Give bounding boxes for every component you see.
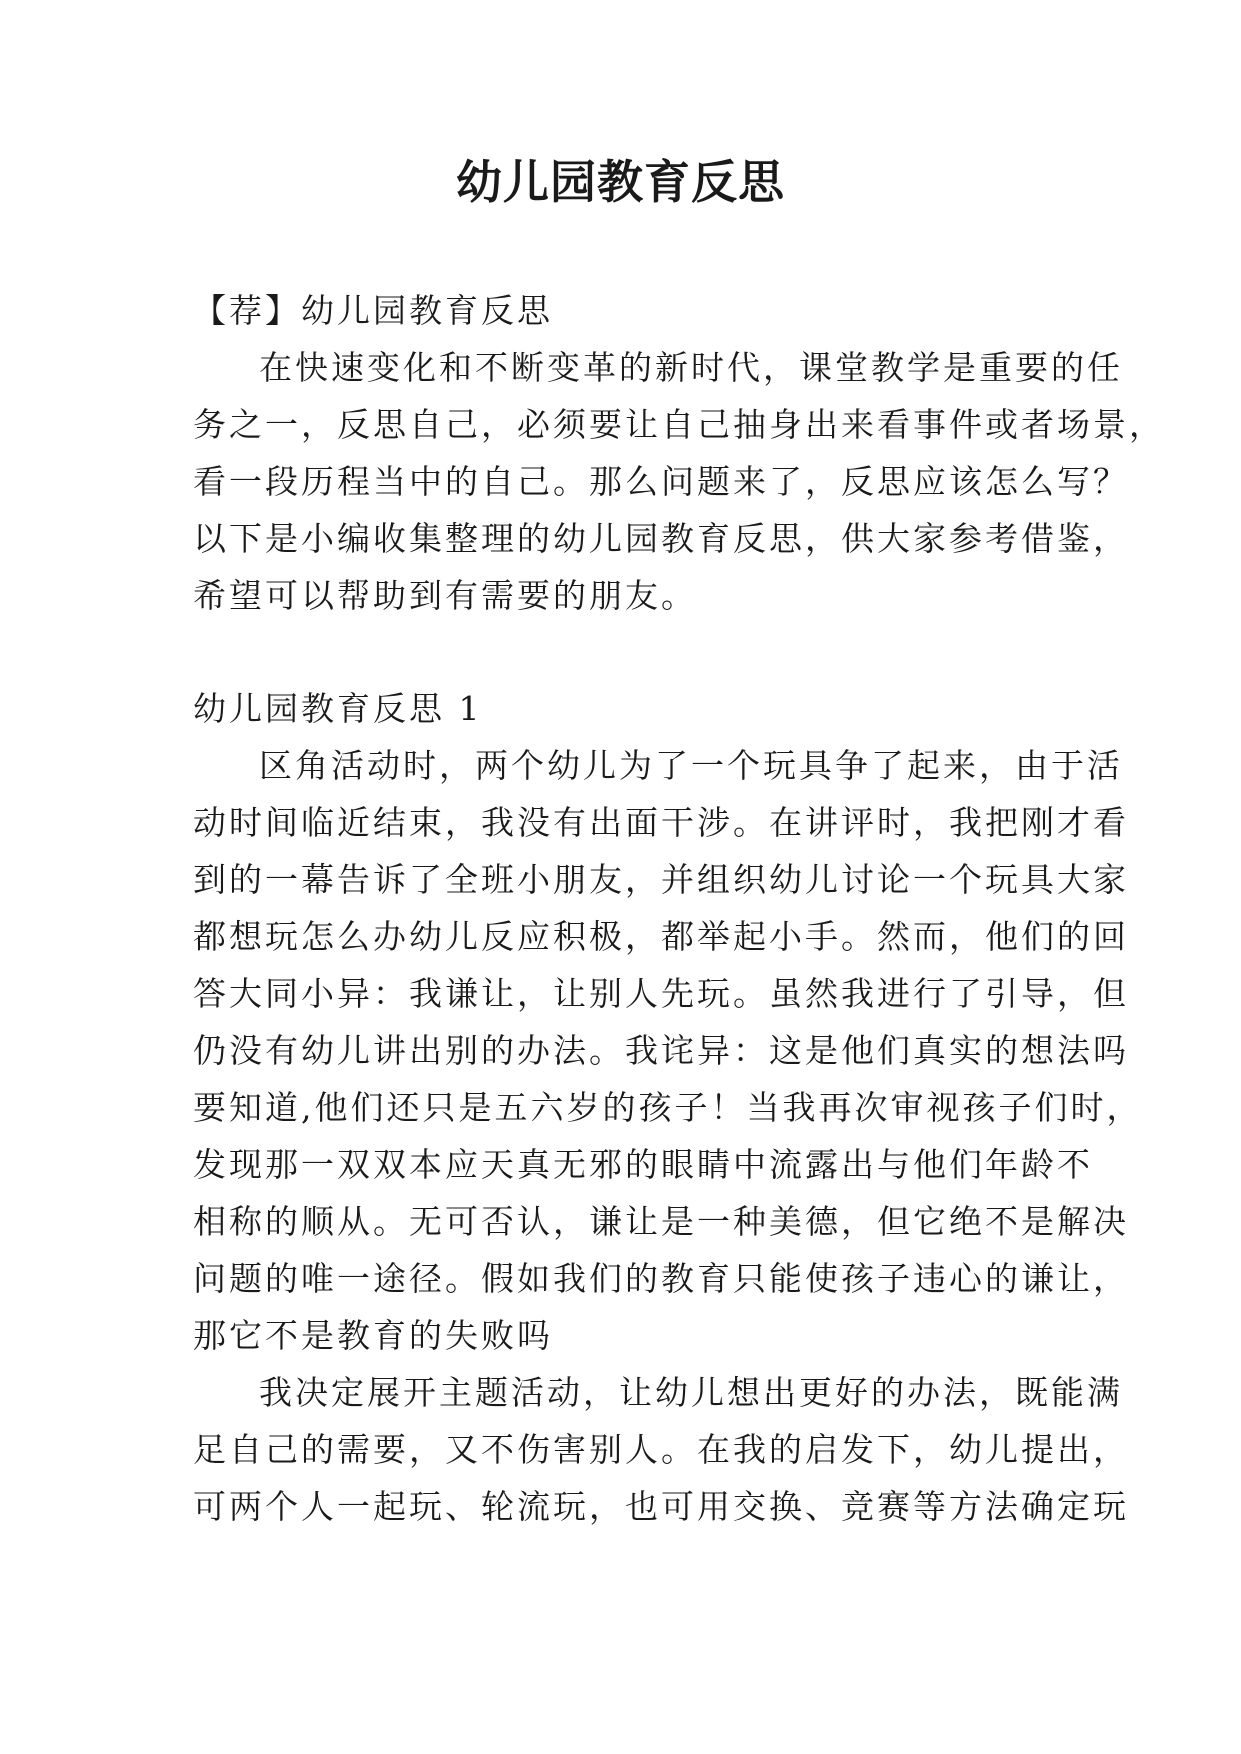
text-line: 问题的唯一途径。假如我们的教育只能使孩子违心的谦让， — [193, 1259, 1129, 1298]
text-line: 都想玩怎么办幼儿反应积极，都举起小手。然而，他们的回 — [193, 917, 1129, 956]
text-line: 相称的顺从。无可否认，谦让是一种美德，但它绝不是解决 — [193, 1202, 1129, 1241]
text-line: 动时间临近结束，我没有出面干涉。在讲评时，我把刚才看 — [193, 803, 1129, 842]
section-gap — [193, 624, 1053, 680]
text-line: 那它不是教育的失败吗 — [193, 1316, 553, 1355]
section1-paragraph-2 — [193, 1364, 1129, 1535]
text-line: 答大同小异：我谦让，让别人先玩。虽然我进行了引导，但 — [193, 974, 1129, 1013]
text-line: 足自己的需要，又不伤害别人。在我的启发下，幼儿提出， — [193, 1430, 1129, 1469]
text-line: 发现那一双双本应天真无邪的眼睛中流露出与他们年龄不 — [193, 1145, 1093, 1184]
text-line: 到的一幕告诉了全班小朋友，并组织幼儿讨论一个玩具大家 — [193, 860, 1129, 899]
text-line: 仍没有幼儿讲出别的办法。我诧异：这是他们真实的想法吗 — [193, 1031, 1129, 1070]
text-line: 要知道,他们还只是五六岁的孩子！当我再次审视孩子们时， — [193, 1088, 1143, 1127]
text-line: 希望可以帮助到有需要的朋友。 — [193, 576, 697, 615]
text-line: 在快速变化和不断变革的新时代，课堂教学是重要的任 — [259, 348, 1123, 387]
text-line: 以下是小编收集整理的幼儿园教育反思，供大家参考借鉴， — [193, 519, 1129, 558]
text-line: 看一段历程当中的自己。那么问题来了，反思应该怎么写？ — [193, 462, 1129, 501]
text-line: 我决定展开主题活动，让幼儿想出更好的办法，既能满 — [259, 1373, 1123, 1412]
intro-heading: 【荐】幼儿园教育反思 — [193, 291, 553, 330]
document-body — [193, 282, 1165, 1535]
section-heading: 幼儿园教育反思 1 — [193, 689, 483, 728]
text-line: 务之一，反思自己，必须要让自己抽身出来看事件或者场景， — [193, 405, 1165, 444]
document-title: 幼儿园教育反思 — [456, 155, 785, 209]
text-line: 区角活动时，两个幼儿为了一个玩具争了起来，由于活 — [259, 746, 1123, 785]
text-line: 可两个人一起玩、轮流玩，也可用交换、竞赛等方法确定玩 — [193, 1487, 1129, 1526]
intro-paragraph — [193, 339, 1165, 624]
section1-paragraph-1 — [193, 737, 1143, 1364]
